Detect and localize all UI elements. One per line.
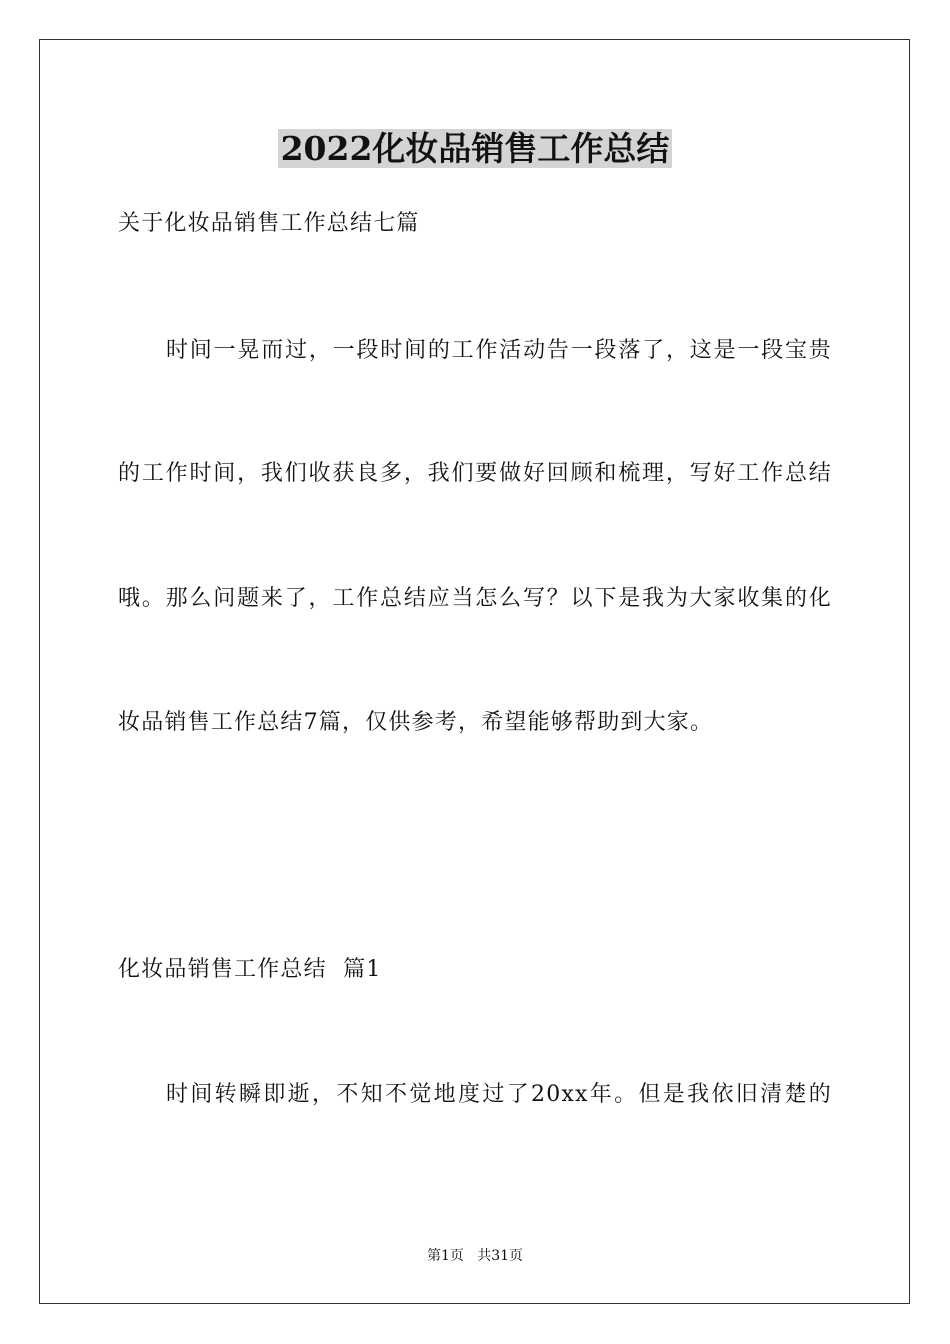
document-title [0,127,950,171]
document-subtitle: 关于化妆品销售工作总结七篇 [118,211,420,236]
page-number-footer: 第1页 共31页 [426,1248,524,1264]
document-title-text: 2022化妆品销售工作总结 [278,129,673,168]
intro-paragraph-line: 哦。那么问题来了，工作总结应当怎么写？以下是我为大家收集的化 [118,586,832,611]
intro-paragraph-line: 时间一晃而过，一段时间的工作活动告一段落了，这是一段宝贵 [166,338,832,363]
intro-paragraph-line: 的工作时间，我们收获良多，我们要做好回顾和梳理，写好工作总结 [118,461,832,486]
intro-paragraph-line: 妆品销售工作总结7篇，仅供参考，希望能够帮助到大家。 [118,710,714,735]
section-heading: 化妆品销售工作总结 篇1 [118,957,382,982]
section-paragraph-line: 时间转瞬即逝，不知不觉地度过了20xx年。但是我依旧清楚的 [166,1082,832,1107]
